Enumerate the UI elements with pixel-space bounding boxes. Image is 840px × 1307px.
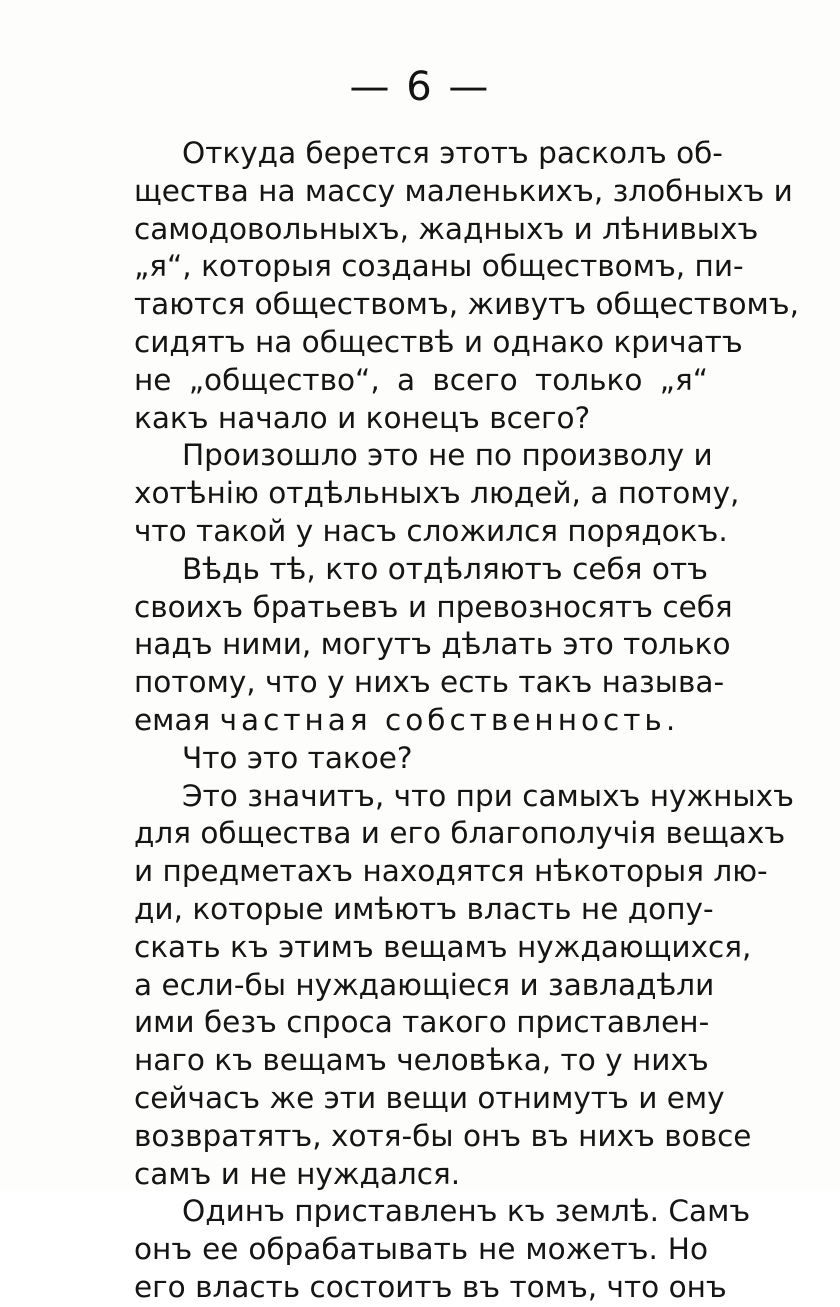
text-line: Это значитъ, что при самыхъ нужныхъ [182,778,794,813]
page-number: — 6 — [349,64,491,110]
text-line: Одинъ приставленъ къ землѣ. Самъ [182,1194,751,1229]
text-line: для общества и его благополучія вещахъ [134,816,786,851]
text-line: наго къ вещамъ человѣка, то у нихъ [134,1043,709,1078]
text-line: его власть состоитъ въ томъ, что онъ [134,1269,727,1304]
text-line: сейчасъ же эти вещи отнимутъ и ему [134,1080,725,1115]
text-line: Вѣдь тѣ, кто отдѣляютъ себя отъ [182,551,708,586]
text-line: таются обществомъ, живутъ обществомъ, [134,287,799,322]
text-line: а если-бы нуждающіеся и завладѣли [134,967,715,1002]
text-line: Произошло это не по произволу и [182,438,713,473]
text-line: скать къ этимъ вещамъ нуждающихся, [134,929,752,964]
text-line: самъ и не нуждался. [134,1156,461,1191]
text-line: щества на массу маленькихъ, злобныхъ и [134,173,793,208]
text-line: онъ ее обрабатывать не можетъ. Но [134,1232,708,1267]
body-text [134,135,799,1307]
text-line: потому, что у нихъ есть такъ называ- [134,665,725,700]
text-line: Что это такое? [182,740,413,775]
text-line: какъ начало и конецъ всего? [134,400,591,435]
text-line: возвратятъ, хотя-бы онъ въ нихъ вовсе [134,1118,752,1153]
text-line: что такой у насъ сложился порядокъ. [134,513,728,548]
text-line: емая частная собственность. [134,702,680,737]
text-line: и предметахъ находятся нѣкоторыя лю- [134,854,768,889]
text-line: Откуда берется этотъ расколъ об- [182,136,723,170]
text-line: хотѣнію отдѣльныхъ людей, а потому, [134,476,740,511]
text-line: „я“, которыя созданы обществомъ, пи- [134,249,744,284]
text-line: самодовольныхъ, жадныхъ и лѣнивыхъ [134,211,759,246]
text-line: ди, которые имѣютъ власть не допу- [134,891,714,926]
text-line: надъ ними, могутъ дѣлать это только [134,627,731,662]
text-line: ими безъ спроса такого приставлен- [134,1005,710,1040]
text-line: своихъ братьевъ и превозносятъ себя [134,589,733,624]
text-line: сидятъ на обществѣ и однако кричатъ [134,324,743,359]
spaced-emphasis: частная собственность. [219,702,680,737]
text-line: не „общество“, а всего только „я“ [134,362,708,397]
